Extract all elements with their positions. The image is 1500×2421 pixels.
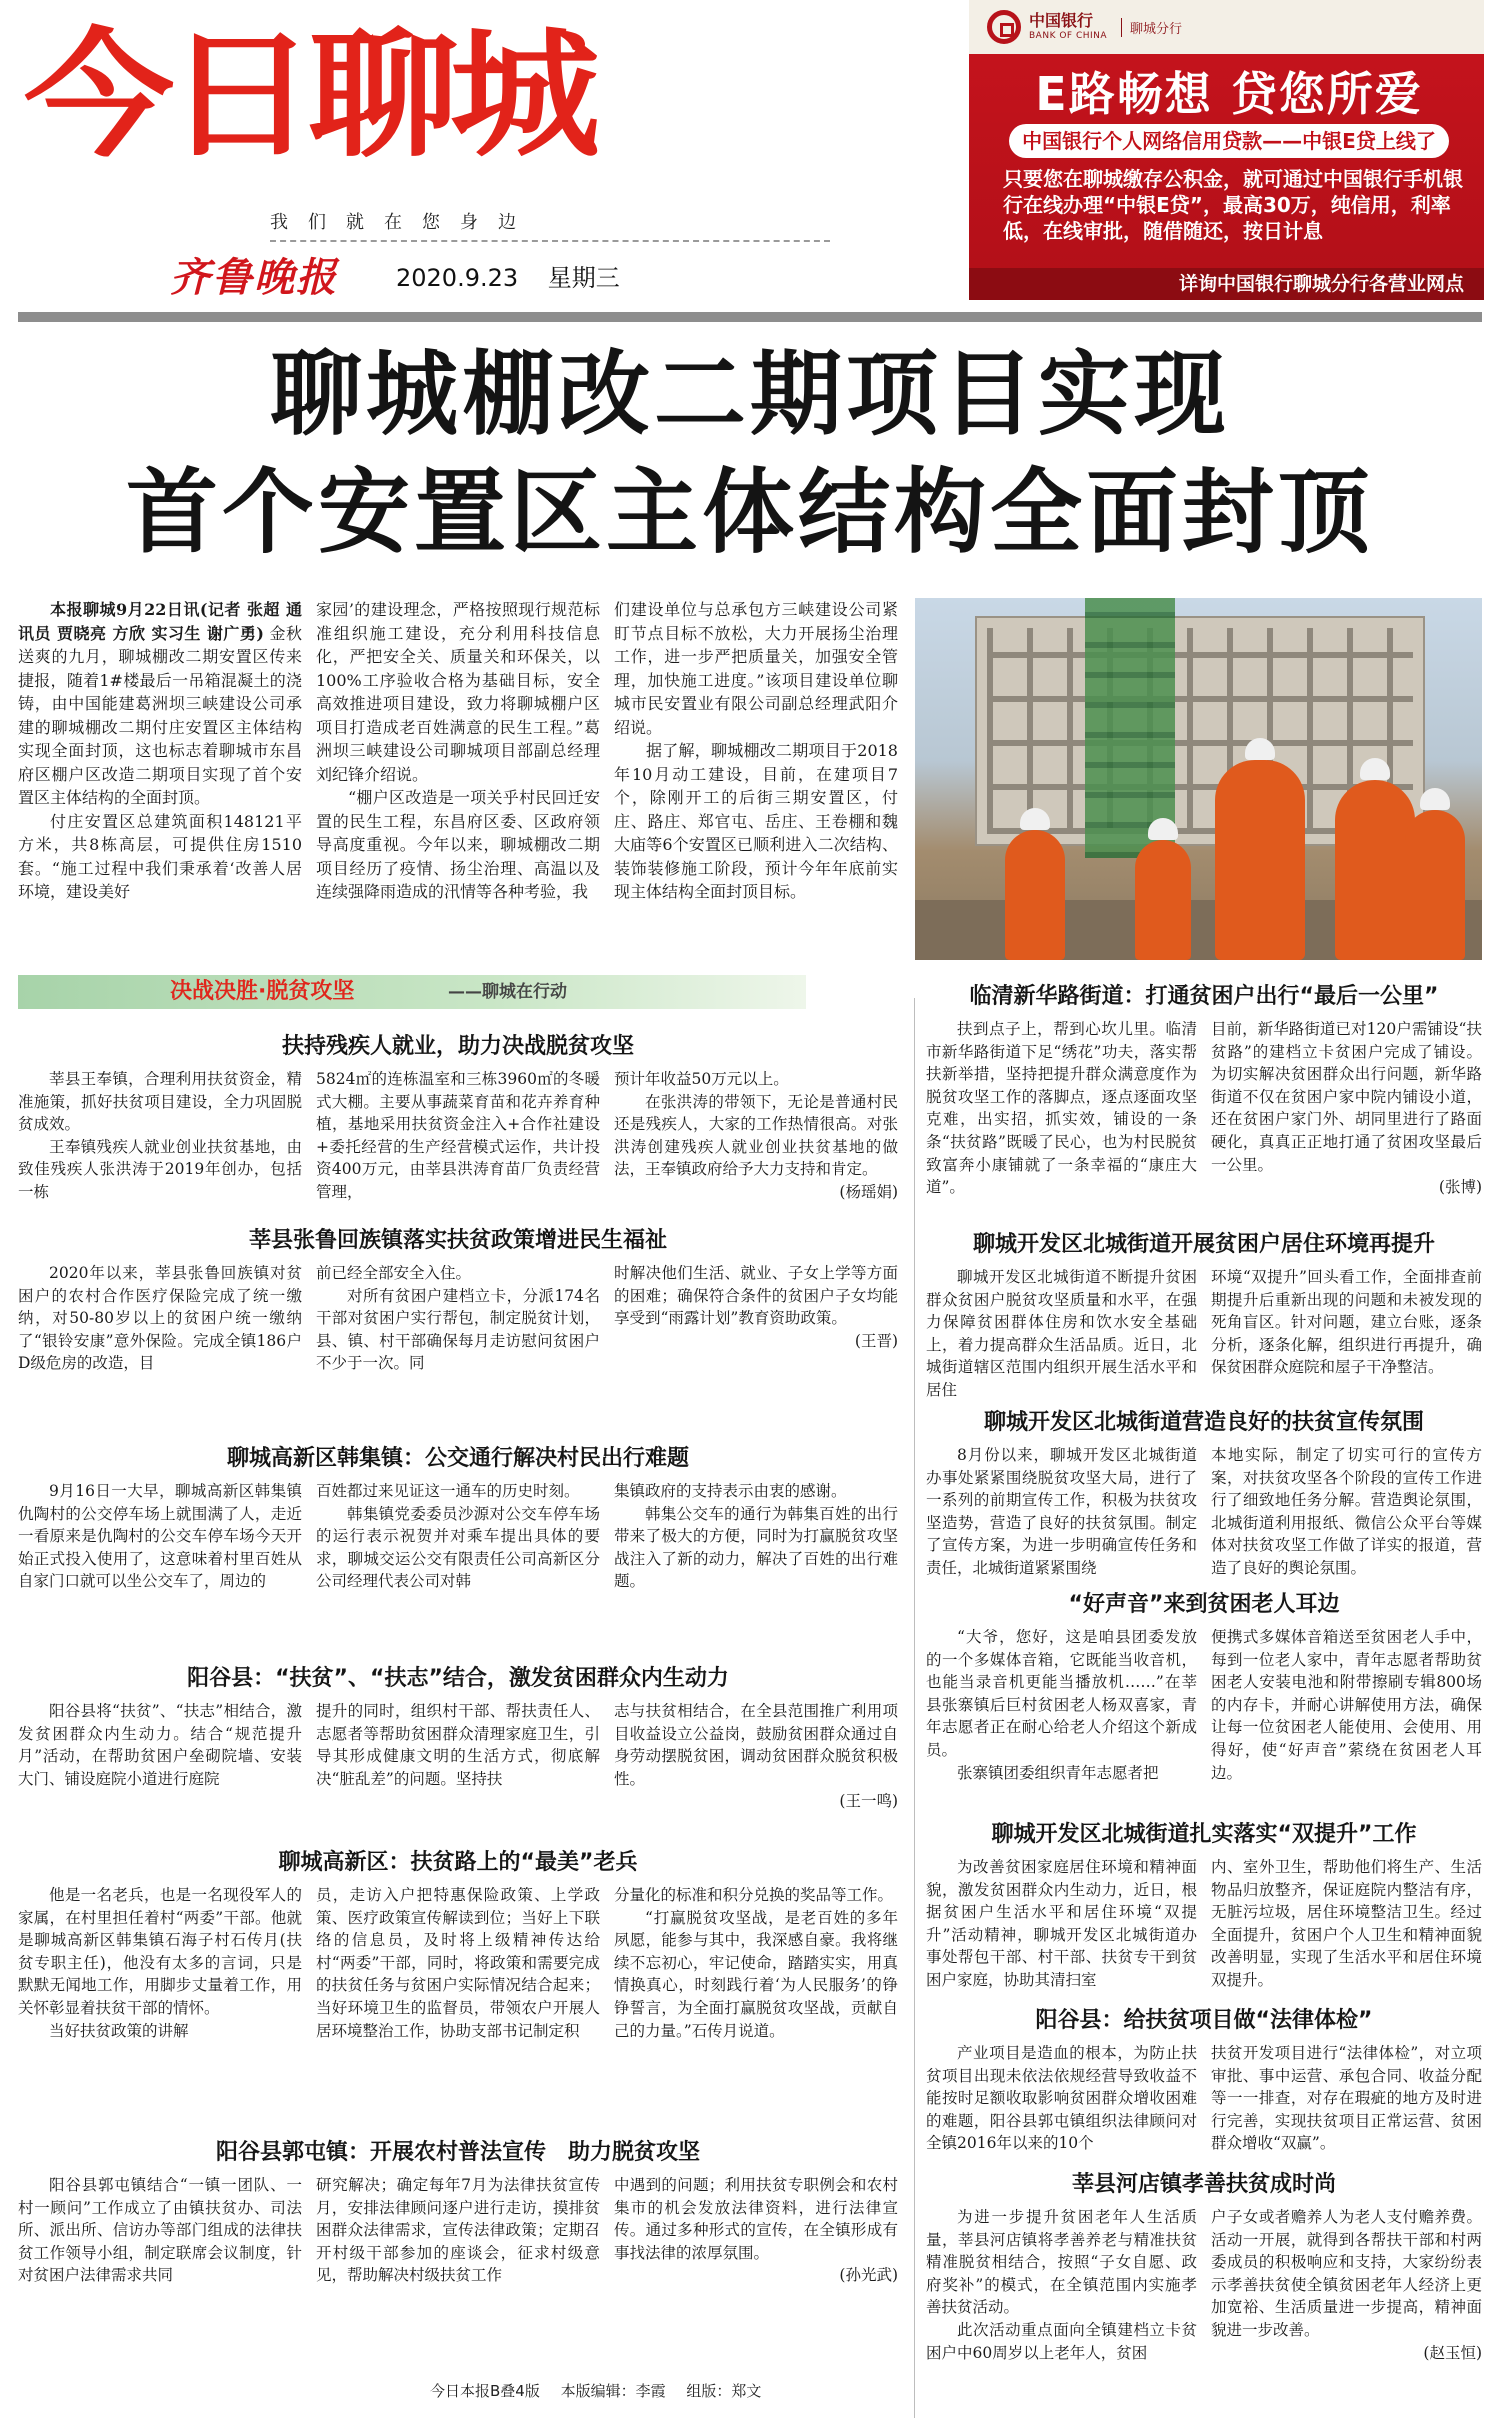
photo-worker xyxy=(1005,830,1065,960)
story-paragraph: 莘县王奉镇，合理利用扶贫资金，精准施策，抓好扶贫项目建设，全力巩固脱贫成效。 xyxy=(18,1070,302,1134)
story-title: 聊城开发区北城街道营造良好的扶贫宣传氛围 xyxy=(983,1410,1424,1435)
lead-paragraph: 家园’的建设理念，严格按照现行规范标准组织施工建设，充分利用科技信息化，严把安全关、质量关和环保关，以100%工序验收合格为基础目标，安全高效推进项目建设，致力将聊城棚户区项目打造成老百姓满意的民生工程。”葛洲坝三峡建设公司聊城项目部副总经理刘纪锋介绍说。 xyxy=(316,600,600,784)
lead-paragraph: 金秋送爽的九月，聊城棚改二期安置区传来捷报，随着1#楼最后一吊箱混凝土的浇铸，由中国能建葛洲坝三峡建设公司承建的聊城棚改二期付庄安置区主体结构实现全面封顶，这也标志着聊城市东昌府区棚户区改造二期项目实现了首个安置区主体结构的全面封顶。 xyxy=(18,623,302,807)
story-paragraph: 为改善贫困家庭居住环境和精神面貌，激发贫困群众内生动力，近日，根据贫困户生活水平和居住环境“双提升”活动精神，聊城开发区北城街道办事处帮包干部、村干部、扶贫专干到贫困户家庭，协助其清扫室 xyxy=(926,1858,1197,1989)
story-paragraph: 阳谷县郭屯镇结合“一镇一团队、一村一顾问”工作成立了由镇扶贫办、司法所、派出所、信访办等部门组成的法律扶贫工作领导小组，制定联席会议制度，针对贫困户法律需求共同 xyxy=(18,2176,302,2285)
issue-date-line xyxy=(396,258,642,293)
story-paragraph: 扶贫开发项目进行“法律体检”，对立项审批、事中运营、承包合同、收益分配等一一排查，对存在瑕疵的地方及时进行完善，实现扶贫项目正常运营、贫困群众增收“双赢”。 xyxy=(1211,2044,1482,2153)
story-paragraph: 员，走访入户把特惠保险政策、上学政策、医疗政策宣传解读到位；当好上下联络的信息员，及时将上级精神传达给村“两委”干部，同时，将政策和需要完成的扶贫任务与贫困户实际情况结合起来；当好环境卫生的监督员，带领农户开展人居环境整治工作，协助支部书记制定积 xyxy=(316,1886,600,2040)
story-column xyxy=(18,1262,302,1375)
story-paragraph: 提升的同时，组织村干部、帮扶责任人、志愿者等帮助贫困群众清理家庭卫生，引导其形成健康文明的生活方式，彻底解决“脏乱差”的问题。坚持扶 xyxy=(316,1702,600,1788)
story-paragraph: 研究解决；确定每年7月为法律扶贫宣传月，安排法律顾问逐户进行走访，摸排贫困群众法律需求，宣传法律政策；定期召开村级干部参加的座谈会，征求村级意见，帮助解决村级扶贫工作 xyxy=(316,2176,600,2285)
story-title: 聊城开发区北城街道开展贫困户居住环境再提升 xyxy=(972,1232,1435,1257)
story-paragraph: 在张洪涛的带领下，无论是普通村民还是残疾人，大家的工作热情很高。对张洪涛创建残疾人就业创业扶贫基地的做法，王奉镇政府给予大力支持和肯定。 xyxy=(614,1092,898,1179)
lead-article-column-3 xyxy=(614,598,898,974)
lead-paragraph: “棚户区改造是一项关乎村民回迁安置的民生工程，东昌府区委、区政府领导高度重视。今年以来，聊城棚改二期项目经历了疫情、扬尘治理、高温以及连续强降雨造成的汛情等各种考验，我 xyxy=(316,788,600,901)
story-paragraph: 百姓都过来见证这一通车的历史时刻。 xyxy=(316,1482,580,1500)
page-footer xyxy=(430,2380,870,2401)
story-columns xyxy=(18,1700,898,1813)
story-paragraph: 此次活动重点面向全镇建档立卡贫困户中60周岁以上老年人，贫困 xyxy=(926,2320,1197,2362)
story-paragraph: 当好扶贫政策的讲解 xyxy=(49,2021,189,2040)
story-column xyxy=(926,1444,1197,1580)
story-column xyxy=(926,2042,1197,2155)
story-column xyxy=(926,1856,1197,1992)
story-columns xyxy=(926,1856,1482,1992)
lead-paragraph: 付庄安置区总建筑面积148121平方米，共8栋高层，可提供住房1510套。“施工过程中我们秉承着‘改善人居环境，建设美好 xyxy=(18,811,302,901)
story-column xyxy=(1211,1626,1482,1784)
story-paragraph: “大爷，您好，这是咱县团委发放的一个多媒体音箱，它既能当收音机，也能当录音机更能当播放机……”在莘县张寨镇后巨村贫困老人杨双喜家，青年志愿者正在耐心给老人介绍这个新成员。 xyxy=(926,1628,1197,1759)
story-column xyxy=(926,1018,1197,1199)
story-byline: (王晋) xyxy=(854,1331,898,1350)
masthead-divider xyxy=(18,312,1482,322)
section-banner-title: 决战决胜·脱贫攻坚 xyxy=(170,979,355,1004)
story-column xyxy=(1211,1444,1482,1580)
construction-site-photo xyxy=(915,598,1482,960)
story-paragraph: 集镇政府的支持表示由衷的感谢。 xyxy=(614,1482,847,1500)
story-right-3 xyxy=(926,1406,1482,1586)
story-paragraph: “打赢脱贫攻坚战，是老百姓的多年夙愿，能参与其中，我深感自豪。我将继续不忘初心，牢记使命，踏踏实实，用真情换真心，时刻践行着‘为人民服务’的铮铮誓言，为全面打赢脱贫攻坚战，贡献自己的力量。”石传月说道。 xyxy=(614,1908,898,2040)
story-paragraph: 9月16日一大早，聊城高新区韩集镇仇陶村的公交停车场上就围满了人，走近一看原来是仇陶村的公交车停车场今天开始正式投入使用了，这意味着村里百姓从自家门口就可以坐公交车了，周边的 xyxy=(18,1482,302,1591)
photo-worker xyxy=(1215,760,1305,960)
lead-article xyxy=(18,598,898,974)
footer-layout: 组版：郑文 xyxy=(686,2382,762,2400)
story-paragraph: 中遇到的问题；利用扶贫专职例会和农村集市的机会发放法律资料，进行法律宣传。通过多种形式的宣传，在全镇形成有事找法律的浓厚氛围。 xyxy=(614,2176,898,2262)
story-column xyxy=(1211,2042,1482,2155)
story-paragraph: 户子女或者赡养人为老人支付赡养费。活动一开展，就得到各帮扶干部和村两委成员的积极响应和支持，大家纷纷表示孝善扶贫使全镇贫困老年人经济上更加宽裕、生活质量进一步提高，精神面貌进一步改善。 xyxy=(1211,2208,1482,2339)
bank-branch-name: 聊城分行 xyxy=(1121,18,1182,37)
story-paragraph: 为进一步提升贫困老年人生活质量，莘县河店镇将孝善养老与精准扶贫精准脱贫相结合，按照“子女自愿、政府奖补”的模式，在全镇范围内实施孝善扶贫活动。 xyxy=(926,2208,1197,2317)
main-headline-line2: 首个安置区主体结构全面封顶 xyxy=(125,459,1374,566)
story-title: 聊城开发区北城街道扎实落实“双提升”工作 xyxy=(991,1822,1417,1847)
newspaper-logo-title: 今日聊城 xyxy=(24,16,593,177)
lead-dateline: 本报聊城9月22日讯(记者 张超 通讯员 贾晓亮 方欣 实习生 谢广勇) xyxy=(18,600,302,643)
story-column xyxy=(18,2174,302,2287)
story-paragraph: 时解决他们生活、就业、子女上学等方面的困难；确保符合条件的贫困户子女均能享受到“雨露计划”教育资助政策。 xyxy=(614,1264,898,1328)
story-left-5 xyxy=(18,1846,898,2134)
main-headline xyxy=(18,336,1482,572)
story-title: 阳谷县：“扶贫”、“扶志”结合，激发贫困群众内生动力 xyxy=(187,1666,729,1691)
story-column xyxy=(1211,1018,1482,1199)
story-left-6 xyxy=(18,2136,898,2376)
story-paragraph: 对所有贫困户建档立卡，分派174名干部对贫困户实行帮包，制定脱贫计划，县、镇、村干部确保每月走访慰问贫困户不少于一次。同 xyxy=(316,1286,600,1373)
story-right-5 xyxy=(926,1818,1482,2002)
story-paragraph: 扶到点子上，帮到心坎儿里。临清市新华路街道下足“绣花”功夫，落实帮扶新举措，坚持把提升群众满意度作为脱贫攻坚工作的落脚点，逐点逐面攻坚克难，出实招，抓实效，铺设的一条条“扶贫路”既暖了民心，也为村民脱贫致富奔小康铺就了一条幸福的“康庄大道”。 xyxy=(926,1020,1197,1197)
story-column xyxy=(316,1480,600,1593)
story-paragraph: 本地实际，制定了切实可行的宣传方案，对扶贫攻坚各个阶段的宣传工作进行了细致地任务分解。营造舆论氛围，北城街道利用报纸、微信公众平台等媒体对扶贫攻坚工作做了详实的报道，营造了良好的舆论氛围。 xyxy=(1211,1446,1482,1577)
story-paragraph: 产业项目是造血的根本，为防止扶贫项目出现未依法依规经营导致收益不能按时足额收取影响贫困群众增收困难的难题，阳谷县郭屯镇组织法律顾问对全镇2016年以来的10个 xyxy=(926,2044,1197,2153)
story-column xyxy=(614,1700,898,1813)
story-right-4 xyxy=(926,1588,1482,1816)
bank-name-cn: 中国银行 xyxy=(1029,11,1094,30)
story-title: 聊城高新区：扶贫路上的“最美”老兵 xyxy=(278,1850,638,1875)
story-paragraph: 前已经全部安全入住。 xyxy=(316,1264,472,1282)
lead-paragraph: 据了解，聊城棚改二期项目于2018年10月动工建设，目前，在建项目7个，除刚开工的后街三期安置区，付庄、路庄、郑官屯、岳庄、王卷棚和魏大庙等6个安置区已顺利进入二次结构、装饰装修施工阶段，预计今年年底前实现主体结构全面封顶目标。 xyxy=(614,741,898,901)
newspaper-slogan: 我们就在您身边 xyxy=(270,212,536,233)
slogan-divider xyxy=(270,240,830,242)
story-column xyxy=(18,1068,302,1204)
story-left-2 xyxy=(18,1224,898,1438)
story-title: 扶持残疾人就业，助力决战脱贫攻坚 xyxy=(281,1034,634,1059)
story-title: 阳谷县：给扶贫项目做“法律体检” xyxy=(1035,2008,1373,2033)
story-paragraph: 内、室外卫生，帮助他们将生产、生活物品归放整齐，保证庭院内整洁有序，无脏污垃圾，居住环境整洁卫生。经过全面提升，贫困户个人卫生和精神面貌改善明显，实现了生活水平和居住环境双提升。 xyxy=(1211,1858,1482,1989)
story-paragraph: 预计年收益50万元以上。 xyxy=(614,1070,789,1088)
story-right-6 xyxy=(926,2004,1482,2166)
story-column xyxy=(614,1068,898,1204)
story-paragraph: 便携式多媒体音箱送至贫困老人手中，每到一位老人家中，青年志愿者帮助贫困老人安装电池和附带擦刷专辑800场的内存卡，并耐心讲解使用方法，确保让每一位贫困老人能使用、会使用、用得好，使“好声音”萦绕在贫困老人耳边。 xyxy=(1211,1628,1482,1782)
story-paragraph: 王奉镇残疾人就业创业扶贫基地，由致佳残疾人张洪涛于2019年创办，包括一栋 xyxy=(18,1137,302,1201)
story-paragraph: 目前，新华路街道已对120户需铺设“扶贫路”的建档立卡贫困户完成了铺设。为切实解决贫困群众出行问题，新华路街道不仅在贫困户家中院内铺设小道，还在贫困户家门外、胡同里进行了路面硬化，真真正正地打通了贫困攻坚最后一公里。 xyxy=(1211,1020,1482,1174)
story-column xyxy=(1211,1266,1482,1402)
story-paragraph: 2020年以来，莘县张鲁回族镇对贫困户的农村合作医疗保险完成了统一缴纳，对50-80岁以上的贫困户统一缴纳了“银铃安康”意外保险。完成全镇186户D级危房的改造，目 xyxy=(18,1264,302,1373)
story-title: 聊城高新区韩集镇：公交通行解决村民出行难题 xyxy=(226,1446,689,1471)
story-paragraph: 志与扶贫相结合，在全县范围推广利用项目收益设立公益岗，鼓励贫困群众通过自身劳动摆脱贫困，调动贫困群众脱贫积极性。 xyxy=(614,1702,898,1788)
ad-bank-brand xyxy=(987,10,1182,44)
story-paragraph: 分量化的标准和积分兑换的奖品等工作。 xyxy=(614,1886,894,1904)
story-columns xyxy=(926,2206,1482,2364)
section-banner xyxy=(18,975,806,1009)
story-byline: (孙光武) xyxy=(839,2266,898,2285)
story-columns xyxy=(18,1068,898,1204)
story-columns xyxy=(18,2174,898,2287)
story-left-4 xyxy=(18,1662,898,1844)
story-title: 临清新华路街道：打通贫困户出行“最后一公里” xyxy=(969,984,1439,1009)
story-title: 阳谷县郭屯镇：开展农村普法宣传 助力脱贫攻坚 xyxy=(215,2140,700,2165)
bank-name-en: BANK OF CHINA xyxy=(1029,31,1108,41)
story-columns xyxy=(926,2042,1482,2155)
column-divider xyxy=(914,998,915,2418)
story-column xyxy=(1211,2206,1482,2364)
story-column xyxy=(18,1884,302,2042)
footer-page-number: 今日本报B叠4版 xyxy=(430,2382,540,2400)
story-paragraph: 韩集镇党委委员沙源对公交车停车场的运行表示祝贺并对乘车提出具体的要求，聊城交运公交有限责任公司高新区分公司经理代表公司对韩 xyxy=(316,1504,600,1591)
issue-date: 2020.9.23 xyxy=(396,264,519,292)
story-paragraph: 5824㎡的连栋温室和三栋3960㎡的冬暖式大棚。主要从事蔬菜育苗和花卉养育种植，基地采用扶贫资金注入+合作社建设+委托经营的生产经营模式运作，共计投资400万元，由莘县洪涛育苗厂负责经营管理， xyxy=(316,1070,600,1201)
story-right-7 xyxy=(926,2168,1482,2378)
story-column xyxy=(926,2206,1197,2364)
story-byline: (王一鸣) xyxy=(839,1792,898,1811)
story-column xyxy=(926,1266,1197,1402)
masthead xyxy=(18,0,958,300)
story-right-2 xyxy=(926,1228,1482,1404)
story-columns xyxy=(18,1262,898,1375)
story-column xyxy=(316,1262,600,1375)
paper-name-logo: 齐鲁晚报 xyxy=(170,254,338,301)
story-columns xyxy=(926,1018,1482,1199)
story-columns xyxy=(926,1626,1482,1784)
story-left-3 xyxy=(18,1442,898,1660)
photo-worker xyxy=(1405,810,1465,960)
photo-worker xyxy=(1335,780,1415,960)
section-banner-subtitle: ——聊城在行动 xyxy=(448,982,567,1002)
story-columns xyxy=(18,1884,898,2042)
story-column xyxy=(614,1884,898,2042)
story-byline: (张博) xyxy=(1438,1178,1482,1197)
lead-article-column-2 xyxy=(316,598,600,974)
ad-footer: 详询中国银行聊城分行各营业网点 xyxy=(969,268,1484,300)
bank-name-block xyxy=(1029,12,1107,42)
story-column xyxy=(316,2174,600,2287)
story-right-1 xyxy=(926,980,1482,1226)
issue-weekday: 星期三 xyxy=(547,264,620,292)
story-paragraph: 阳谷县将“扶贫”、“扶志”相结合，激发贫困群众内生动力。结合“规范提升月”活动，在帮助贫困户垒砌院墙、安装大门、铺设庭院小道进行庭院 xyxy=(18,1702,302,1788)
ad-subheadline: 中国银行个人网络信用贷款——中银E贷上线了 xyxy=(1009,124,1449,158)
story-column xyxy=(926,1626,1197,1784)
story-title: “好声音”来到贫困老人耳边 xyxy=(1068,1592,1340,1617)
story-columns xyxy=(18,1480,898,1593)
story-title: 莘县张鲁回族镇落实扶贫政策增进民生福祉 xyxy=(248,1228,667,1253)
story-columns xyxy=(926,1444,1482,1580)
lead-paragraph: 们建设单位与总承包方三峡建设公司紧盯节点目标不放松，大力开展扬尘治理工作，进一步严把质量关，加强安全管理，加快施工进度。”该项目建设单位聊城市民安置业有限公司副总经理武阳介绍说。 xyxy=(614,600,898,737)
story-byline: (赵玉恒) xyxy=(1423,2343,1482,2362)
ad-body-text: 只要您在聊城缴存公积金，就可通过中国银行手机银行在线办理“中银E贷”，最高30万，纯信用，利率低，在线审批，随借随还，按日计息 xyxy=(1003,167,1463,243)
story-paragraph: 他是一名老兵，也是一名现役军人的家属，在村里担任着村“两委”干部。他就是聊城高新区韩集镇石海子村石传月(扶贫专职主任)，他没有太多的言词，只是默默无闻地工作，用脚步丈量着工作，用关怀彰显着扶贫干部的情怀。 xyxy=(18,1886,302,2017)
story-column xyxy=(316,1700,600,1813)
story-column xyxy=(1211,1856,1482,1992)
story-paragraph: 环境“双提升”回头看工作，全面排查前期提升后重新出现的问题和未被发现的死角盲区。针对问题，建立台账，逐条分析，逐条化解，组织进行再提升，确保贫困群众庭院和屋子干净整洁。 xyxy=(1211,1268,1482,1377)
story-left-1 xyxy=(18,1030,898,1220)
story-paragraph: 张寨镇团委组织青年志愿者把 xyxy=(957,1763,1159,1782)
story-column xyxy=(614,2174,898,2287)
main-headline-line1: 聊城棚改二期项目实现 xyxy=(269,341,1230,448)
ad-headline: E路畅想 贷您所爱 xyxy=(1035,67,1423,121)
lead-article-column-1 xyxy=(18,598,302,974)
story-columns xyxy=(926,1266,1482,1402)
story-byline: (杨瑶娟) xyxy=(839,1182,898,1201)
story-column xyxy=(18,1700,302,1813)
footer-editor: 本版编辑：李霞 xyxy=(560,2382,666,2400)
story-column xyxy=(614,1480,898,1593)
story-paragraph: 韩集公交车的通行为韩集百姓的出行带来了极大的方便，同时为打赢脱贫攻坚战注入了新的动力，解决了百姓的出行难题。 xyxy=(614,1504,898,1591)
story-paragraph: 聊城开发区北城街道不断提升贫困群众贫困户脱贫攻坚质量和水平，在强力保障贫困群体住房和饮水安全基础上，着力提高群众生活品质。近日，北城街道辖区范围内组织开展生活水平和居住 xyxy=(926,1268,1197,1399)
story-column xyxy=(614,1262,898,1375)
bank-advertisement xyxy=(969,0,1484,300)
story-title: 莘县河店镇孝善扶贫成时尚 xyxy=(1071,2172,1336,2197)
story-column xyxy=(18,1480,302,1593)
story-column xyxy=(316,1068,600,1204)
bank-of-china-logo-icon xyxy=(987,10,1021,44)
story-paragraph: 8月份以来，聊城开发区北城街道办事处紧紧围绕脱贫攻坚大局，进行了一系列的前期宣传工作，积极为扶贫攻坚造势，营造了良好的扶贫氛围。制定了宣传方案，为进一步明确宣传任务和责任，北城街道紧紧围绕 xyxy=(926,1446,1197,1577)
photo-worker xyxy=(1135,840,1191,960)
story-column xyxy=(316,1884,600,2042)
